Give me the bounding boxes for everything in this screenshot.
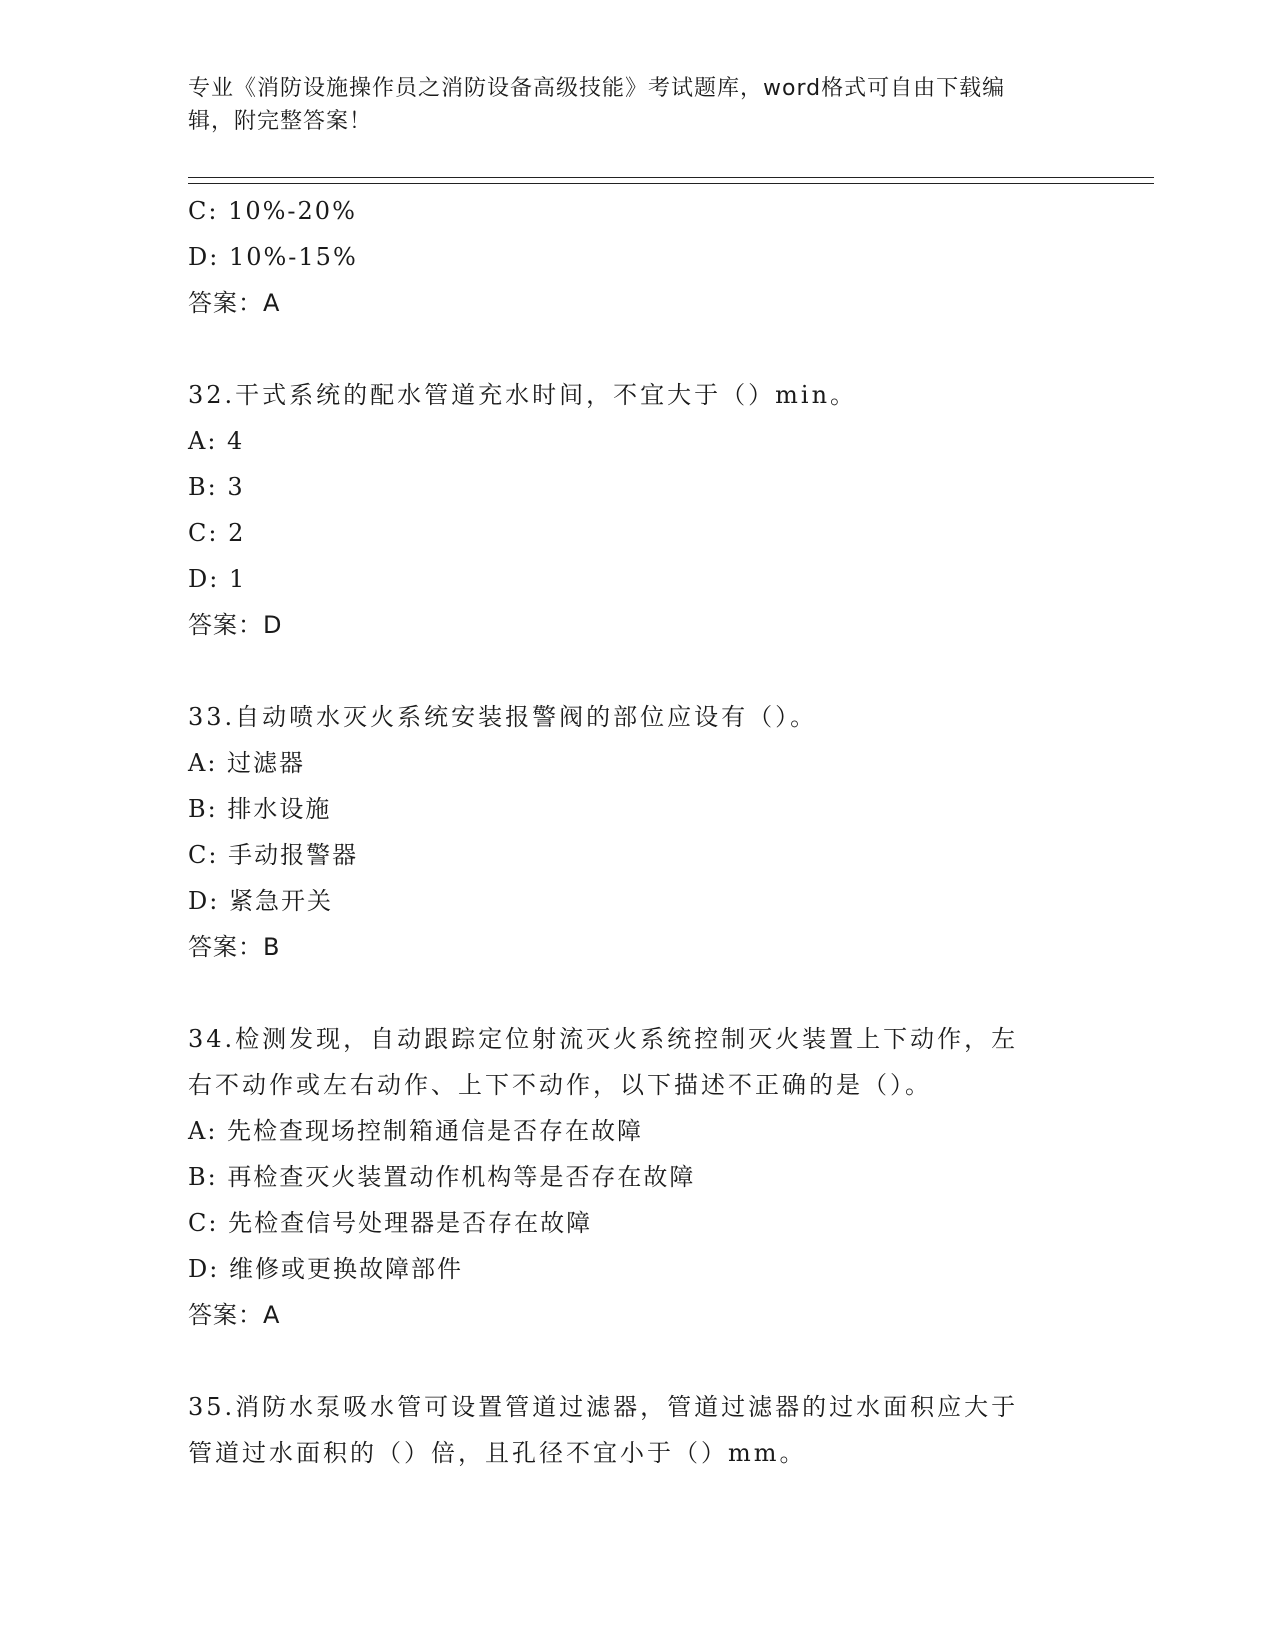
spacer	[188, 648, 1088, 694]
option-a: A: 过滤器	[188, 749, 306, 777]
option-b: B: 3	[188, 473, 245, 501]
answer-label: 答案：A	[188, 1301, 281, 1329]
header-rule-top	[188, 177, 1154, 178]
question-32	[188, 372, 1088, 648]
option-d: D: 1	[188, 565, 247, 593]
answer-label: 答案：A	[188, 289, 281, 317]
header-line-1: 专业《消防设施操作员之消防设备高级技能》考试题库，word格式可自由下载编	[188, 76, 1006, 101]
spacer	[188, 970, 1088, 1016]
header-rule-bottom	[188, 183, 1154, 184]
option-b: B: 再检查灭火装置动作机构等是否存在故障	[188, 1163, 696, 1191]
option-b: B: 排水设施	[188, 795, 332, 823]
question-35	[188, 1384, 1088, 1476]
question-text-line-2: 管道过水面积的（）倍，且孔径不宜小于（）mm。	[188, 1439, 807, 1467]
option-c: C: 先检查信号处理器是否存在故障	[188, 1209, 593, 1237]
question-33	[188, 694, 1088, 970]
option-a: A: 先检查现场控制箱通信是否存在故障	[188, 1117, 644, 1145]
question-text: 32.干式系统的配水管道充水时间，不宜大于（）min。	[188, 381, 858, 409]
option-d: D: 维修或更换故障部件	[188, 1255, 463, 1283]
answer-label: 答案：B	[188, 933, 281, 961]
question-list	[188, 188, 1088, 1476]
option-c: C: 手动报警器	[188, 841, 359, 869]
spacer	[188, 1338, 1088, 1384]
header-line-2: 辑，附完整答案！	[188, 109, 373, 134]
option-d: D: 10%-15%	[188, 243, 358, 271]
question-31-tail	[188, 188, 1088, 326]
question-text-line-2: 右不动作或左右动作、上下不动作，以下描述不正确的是（）。	[188, 1071, 932, 1099]
question-text: 33.自动喷水灭火系统安装报警阀的部位应设有（）。	[188, 703, 818, 731]
option-c: C: 2	[188, 519, 246, 547]
document-header	[188, 72, 1088, 138]
question-text-line-1: 34.检测发现，自动跟踪定位射流灭火系统控制灭火装置上下动作，左	[188, 1025, 1019, 1053]
question-text-line-1: 35.消防水泵吸水管可设置管道过滤器，管道过滤器的过水面积应大于	[188, 1393, 1019, 1421]
question-34	[188, 1016, 1088, 1338]
option-c: C: 10%-20%	[188, 197, 357, 225]
spacer	[188, 326, 1088, 372]
option-a: A: 4	[188, 427, 245, 455]
answer-label: 答案：D	[188, 611, 283, 639]
option-d: D: 紧急开关	[188, 887, 333, 915]
